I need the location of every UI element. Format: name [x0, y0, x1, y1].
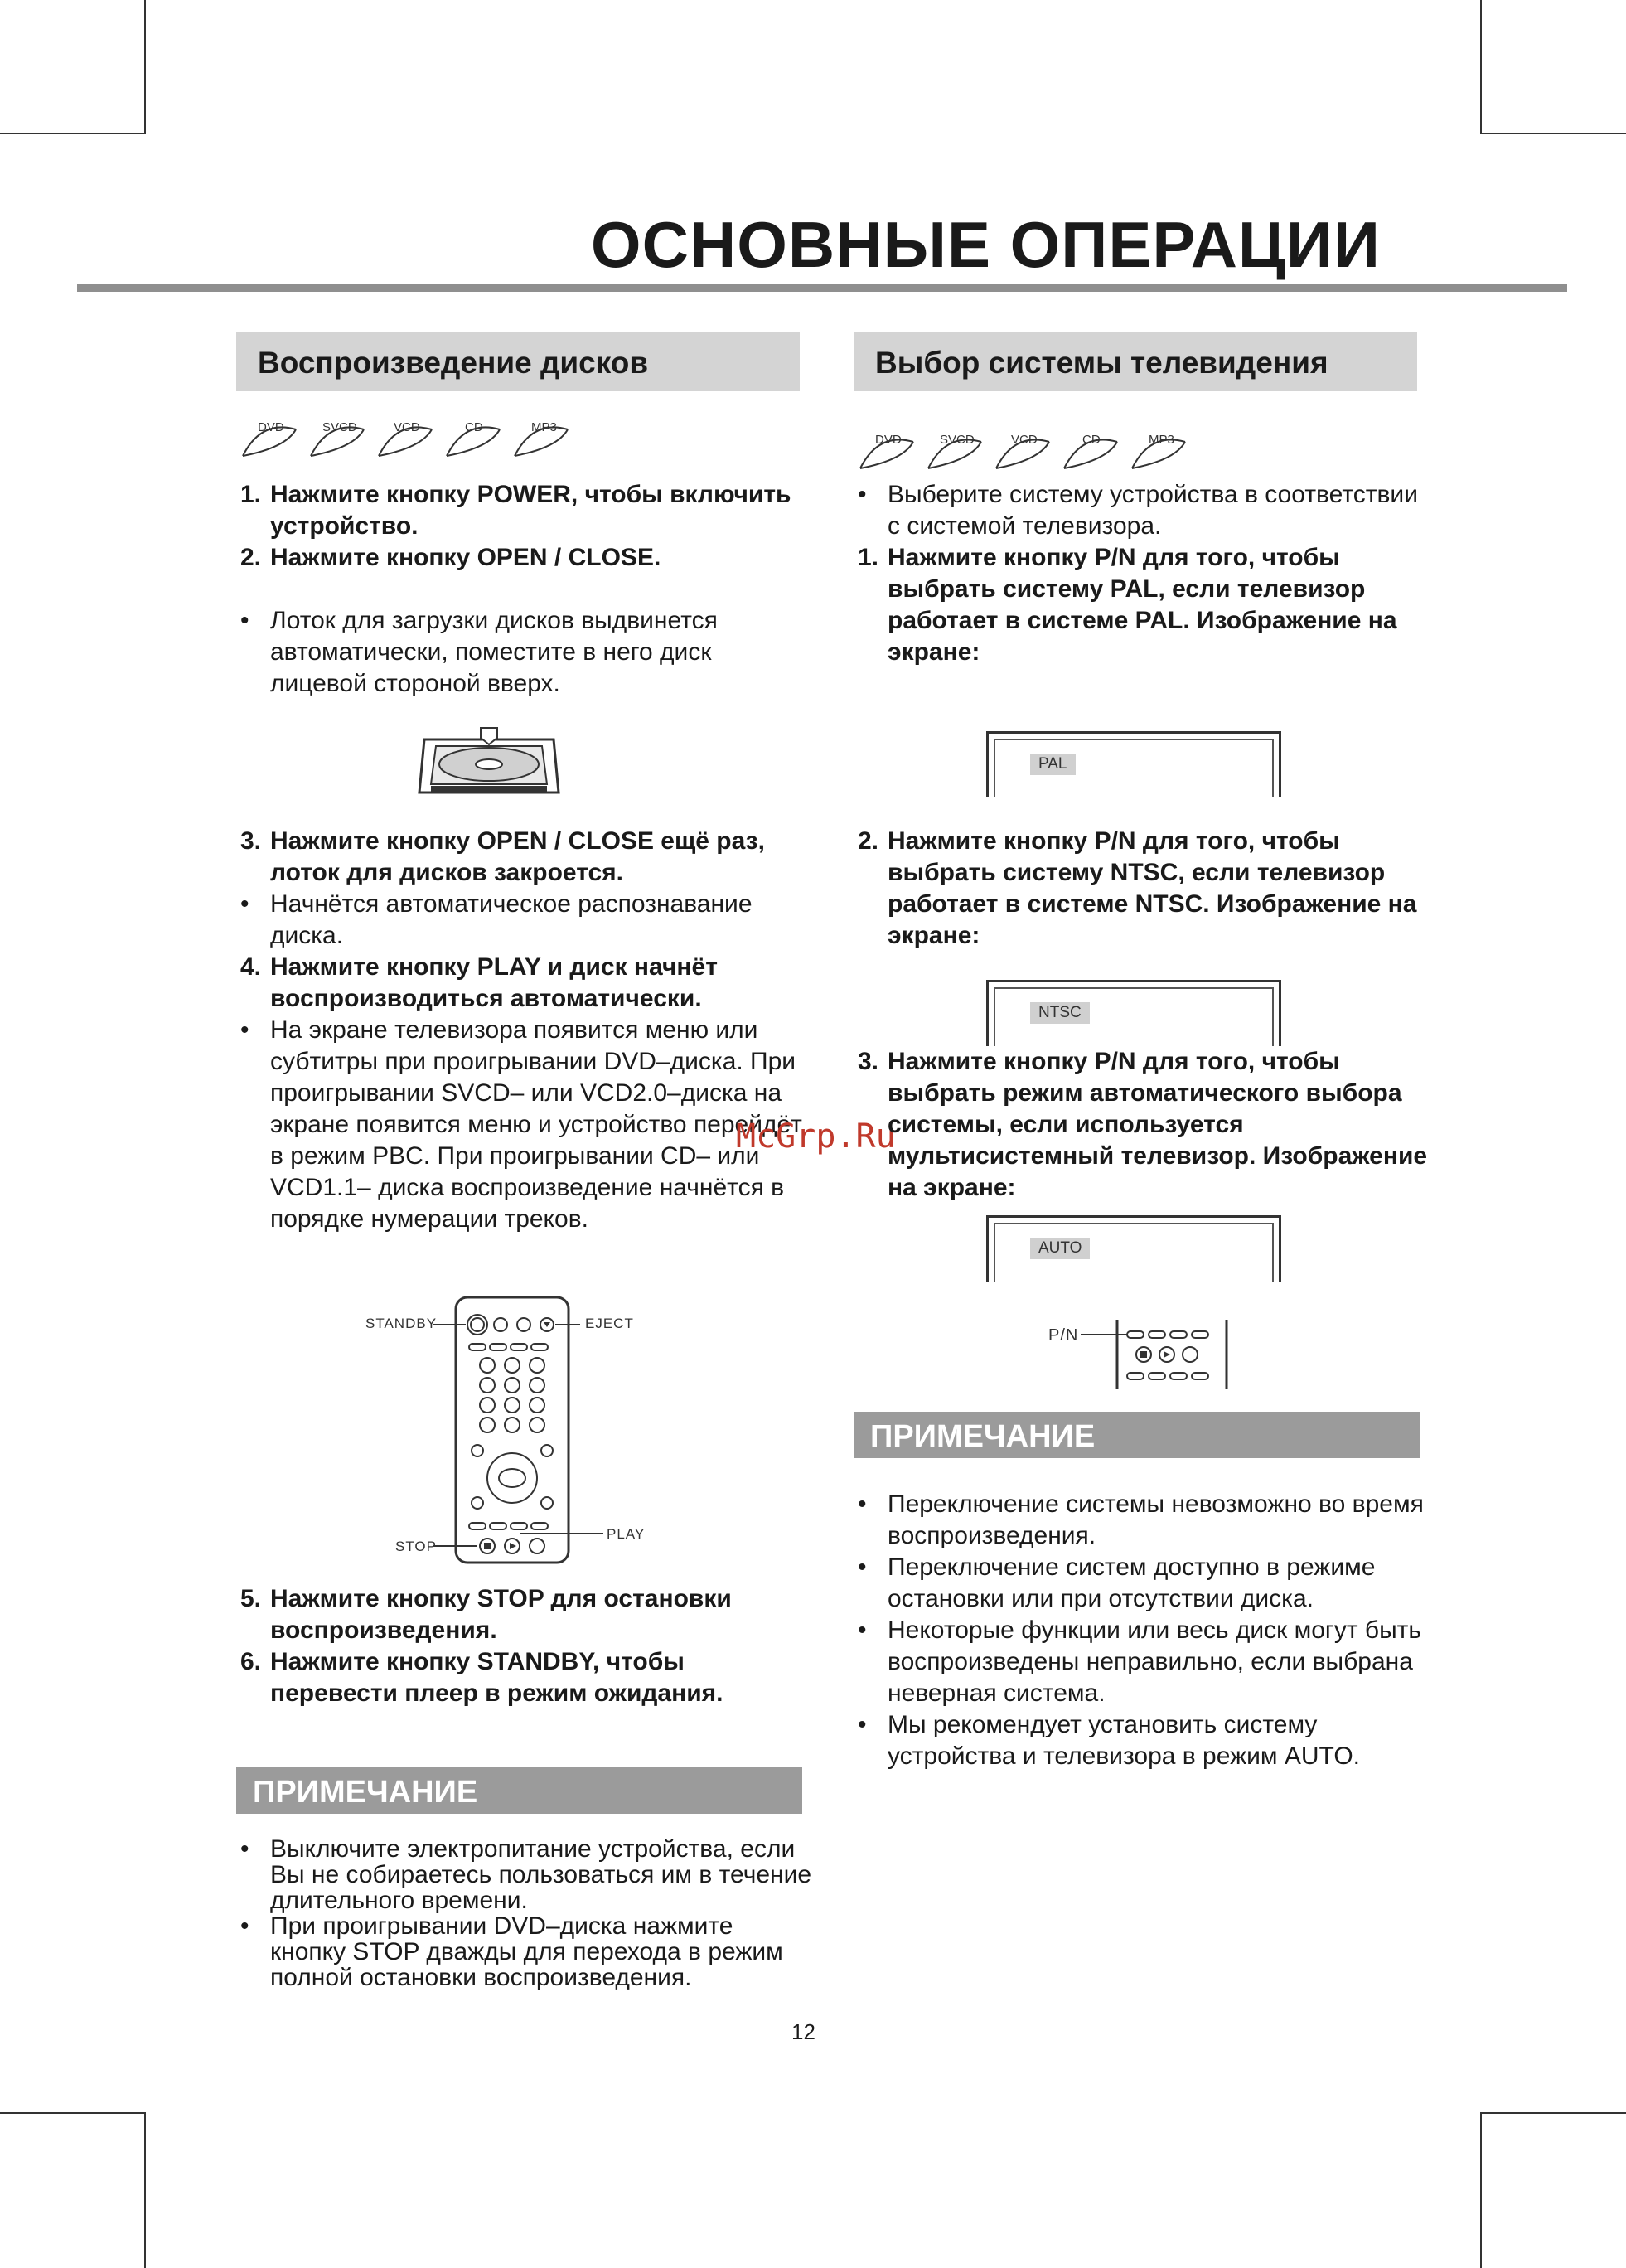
crop-mark	[0, 133, 146, 134]
note-item: • Переключение систем доступно в режиме остановки или при отсутствии диска.	[858, 1553, 1376, 1612]
page-number: 12	[791, 2019, 815, 2044]
tv-screen-pal	[986, 731, 1281, 797]
disc-label: SVCD	[940, 433, 975, 447]
bullet-tray: • Лоток для загрузки дисков выдвинется автоматически, поместите в него диск лицевой стороной вверх.	[240, 607, 718, 697]
step-2: 2. Нажмите кнопку P/N для того, чтобы выбрать систему NTSC, если телевизор работает в системе NTSC. Изображение на экране:	[858, 827, 1417, 949]
bullet-recognition: • Начнётся автоматическое распознавание диска.	[240, 890, 753, 949]
step-1: 1. Нажмите кнопку P/N для того, чтобы выбрать систему PAL, если телевизор работает в системе PAL. Изображение на экране:	[858, 544, 1397, 666]
note-heading-right: ПРИМЕЧАНИЕ	[854, 1412, 1420, 1458]
osd-ntsc: NTSC	[1030, 1002, 1090, 1024]
note-item: • При проигрывании DVD–диска нажмите кнопку STOP дважды для перехода в режим полной остановки воспроизведения.	[240, 1912, 783, 1991]
section-heading-tv-system: Выбор системы телевидения	[854, 332, 1417, 391]
step-4: 4. Нажмите кнопку PLAY и диск начнёт воспроизводиться автоматически.	[240, 953, 718, 1012]
remote-label-standby: STANDBY	[365, 1316, 438, 1331]
disc-label: CD	[465, 420, 483, 434]
disc-label: DVD	[875, 433, 902, 447]
playback-steps-c	[240, 1583, 812, 1709]
notes-left	[240, 1836, 812, 1990]
osd-pal: PAL	[1030, 754, 1076, 775]
disc-label: MP3	[531, 420, 557, 434]
notes-right	[858, 1489, 1430, 1772]
note-item: • Выключите электропитание устройства, если Вы не собираетесь пользоваться им в течение длительного времени.	[240, 1835, 812, 1914]
pn-label: P/N	[1048, 1326, 1079, 1345]
tv-screen-auto	[986, 1215, 1281, 1282]
disc-icon-svcd	[928, 433, 981, 468]
disc-type-icons	[236, 414, 584, 472]
playback-steps-a	[240, 479, 812, 700]
tv-screen-ntsc	[986, 980, 1281, 1046]
crop-mark	[1480, 2112, 1626, 2114]
disc-icon-dvd	[860, 433, 913, 468]
note-item: • Мы рекомендует установить систему устройства и телевизора в режим AUTO.	[858, 1711, 1360, 1770]
disc-label: VCD	[1011, 433, 1038, 447]
watermark: McGrp.Ru	[736, 1117, 896, 1156]
disc-label: CD	[1082, 433, 1101, 447]
step-3: 3. Нажмите кнопку P/N для того, чтобы выбрать режим автоматического выбора системы, если используется мультисистемный телевизор. Изображение на экране:	[858, 1048, 1428, 1201]
disc-label: VCD	[394, 420, 420, 434]
disc-label: DVD	[258, 420, 284, 434]
disc-label: MP3	[1149, 433, 1174, 447]
disc-icon-vcd	[379, 420, 432, 456]
note-item: • Некоторые функции или весь диск могут быть воспроизведены неправильно, если выбрана неверная система.	[858, 1616, 1422, 1707]
osd-auto: AUTO	[1030, 1238, 1090, 1259]
note-heading-left: ПРИМЕЧАНИЕ	[236, 1767, 802, 1814]
disc-icon-mp3	[515, 420, 568, 456]
crop-mark	[1480, 0, 1482, 133]
playback-steps-b	[240, 826, 812, 1235]
pn-remote-fragment	[1077, 1316, 1243, 1391]
remote-label-stop: STOP	[395, 1539, 437, 1554]
page-title: ОСНОВНЫЕ ОПЕРАЦИИ	[590, 208, 1381, 281]
title-rule	[77, 284, 1567, 292]
tv-system-steps-a	[858, 479, 1430, 668]
section-heading-playback: Воспроизведение дисков	[236, 332, 800, 391]
disc-label: SVCD	[322, 420, 357, 434]
tv-system-steps-b	[858, 826, 1430, 952]
bullet-menu: • На экране телевизора появится меню или субтитры при проигрывании DVD–диска. При проигрывании SVCD– или VCD2.0–диска на экране появится меню и устройство перейдёт в режим PBC. При проигрывании CD– или VCD1.1– диска воспроизведение начнётся в порядке нумерации треков.	[240, 1016, 802, 1233]
remote-label-play: PLAY	[607, 1526, 646, 1542]
bullet-select-system: • Выберите систему устройства в соответствии с системой телевизора.	[858, 481, 1418, 540]
step-2: 2. Нажмите кнопку OPEN / CLOSE.	[240, 544, 661, 571]
step-5: 5. Нажмите кнопку STOP для остановки воспроизведения.	[240, 1585, 732, 1644]
disc-tray-illustration	[414, 713, 564, 796]
tv-system-steps-c	[858, 1046, 1430, 1204]
crop-mark	[1480, 133, 1626, 134]
note-item: • Переключение системы невозможно во время воспроизведения.	[858, 1490, 1424, 1549]
remote-label-eject: EJECT	[585, 1316, 634, 1331]
crop-mark	[0, 2112, 146, 2114]
disc-type-icons-right	[854, 427, 1202, 485]
crop-mark	[144, 2112, 146, 2268]
crop-mark	[1480, 2112, 1482, 2268]
step-1: 1. Нажмите кнопку POWER, чтобы включить устройство.	[240, 481, 791, 540]
disc-icon-mp3	[1132, 433, 1185, 468]
step-3: 3. Нажмите кнопку OPEN / CLOSE ещё раз, лоток для дисков закроется.	[240, 827, 765, 886]
disc-icon-svcd	[311, 420, 364, 456]
disc-icon-dvd	[243, 420, 296, 456]
disc-icon-cd	[447, 420, 500, 456]
crop-mark	[144, 0, 146, 133]
disc-icon-cd	[1064, 433, 1117, 468]
disc-icon-vcd	[996, 433, 1049, 468]
step-6: 6. Нажмите кнопку STANDBY, чтобы перевести плеер в режим ожидания.	[240, 1648, 723, 1707]
